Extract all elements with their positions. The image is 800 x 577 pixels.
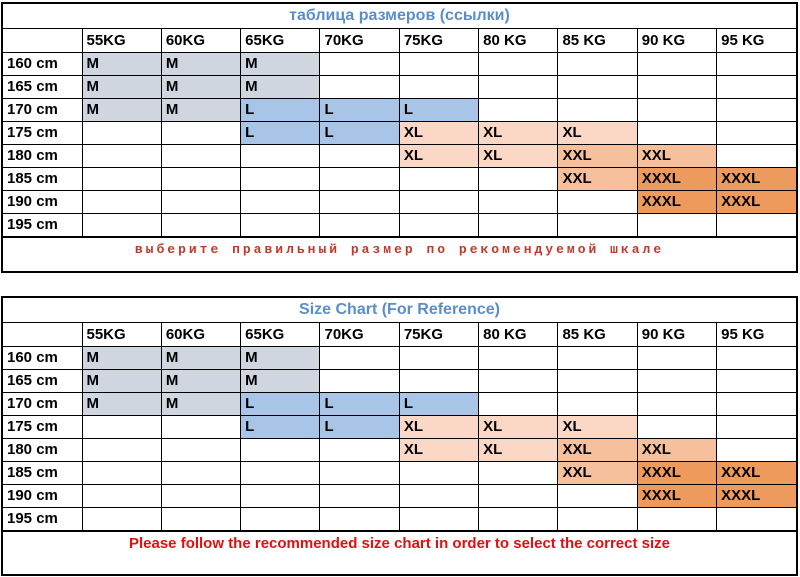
size-cell: L	[320, 98, 399, 121]
size-cell: XXL	[558, 438, 637, 461]
size-cell	[479, 98, 558, 121]
corner-cell	[3, 29, 82, 52]
size-cell	[558, 392, 637, 415]
size-cell: XL	[558, 415, 637, 438]
size-cell: XL	[479, 121, 558, 144]
size-cell: M	[241, 52, 320, 75]
size-cell	[479, 190, 558, 213]
size-cell: M	[241, 75, 320, 98]
table-row	[3, 52, 796, 75]
size-cell	[320, 167, 399, 190]
size-cell	[558, 190, 637, 213]
size-cell: L	[399, 392, 478, 415]
height-label: 180 cm	[3, 144, 82, 167]
height-label: 180 cm	[3, 438, 82, 461]
size-cell: XXL	[558, 167, 637, 190]
size-cell	[479, 75, 558, 98]
table-row	[3, 213, 796, 236]
size-cell: L	[320, 392, 399, 415]
size-cell	[479, 52, 558, 75]
weight-header: 85 KG	[558, 29, 637, 52]
size-cell	[717, 144, 796, 167]
size-cell	[241, 213, 320, 236]
weight-header: 75KG	[399, 29, 478, 52]
size-cell	[161, 144, 240, 167]
size-cell	[717, 392, 796, 415]
table-row	[3, 484, 796, 507]
size-cell: M	[82, 369, 161, 392]
size-cell	[717, 121, 796, 144]
size-cell	[558, 484, 637, 507]
size-cell	[241, 167, 320, 190]
size-cell	[717, 369, 796, 392]
weight-header-row	[3, 29, 796, 52]
size-cell	[558, 507, 637, 530]
size-cell	[717, 346, 796, 369]
height-label: 175 cm	[3, 121, 82, 144]
height-label: 165 cm	[3, 369, 82, 392]
height-label: 190 cm	[3, 484, 82, 507]
size-cell	[82, 484, 161, 507]
size-cell: XXXL	[717, 461, 796, 484]
weight-header: 55KG	[82, 29, 161, 52]
size-cell	[479, 369, 558, 392]
height-label: 170 cm	[3, 392, 82, 415]
size-cell: L	[241, 392, 320, 415]
size-cell	[717, 75, 796, 98]
size-cell: XXXL	[717, 167, 796, 190]
size-cell: XXL	[637, 438, 716, 461]
size-cell	[558, 369, 637, 392]
size-cell: M	[161, 52, 240, 75]
size-table	[3, 29, 796, 237]
chart-title: Size Chart (For Reference)	[3, 298, 796, 323]
size-cell	[161, 484, 240, 507]
size-cell: L	[399, 98, 478, 121]
table-row	[3, 167, 796, 190]
size-cell	[82, 507, 161, 530]
weight-header: 95 KG	[717, 29, 796, 52]
size-cell: XXL	[558, 144, 637, 167]
size-cell	[717, 507, 796, 530]
size-cell: M	[241, 369, 320, 392]
size-cell: M	[241, 346, 320, 369]
size-cell: M	[161, 98, 240, 121]
size-cell: XXXL	[637, 167, 716, 190]
size-cell	[637, 52, 716, 75]
size-cell: L	[320, 121, 399, 144]
size-cell: M	[82, 392, 161, 415]
size-cell: XXXL	[637, 461, 716, 484]
size-cell	[161, 213, 240, 236]
weight-header-row	[3, 323, 796, 346]
height-label: 185 cm	[3, 167, 82, 190]
size-cell	[320, 507, 399, 530]
size-cell: M	[82, 52, 161, 75]
size-cell: XXL	[637, 144, 716, 167]
size-cell	[558, 213, 637, 236]
size-cell	[320, 52, 399, 75]
height-label: 160 cm	[3, 346, 82, 369]
size-cell	[82, 438, 161, 461]
size-cell	[479, 392, 558, 415]
size-cell: M	[82, 346, 161, 369]
weight-header: 90 KG	[637, 323, 716, 346]
size-cell: XL	[479, 144, 558, 167]
height-label: 185 cm	[3, 461, 82, 484]
size-cell	[320, 75, 399, 98]
size-cell	[241, 190, 320, 213]
size-cell	[320, 484, 399, 507]
size-cell	[82, 461, 161, 484]
table-row	[3, 415, 796, 438]
size-cell	[637, 75, 716, 98]
size-cell	[399, 346, 478, 369]
size-cell: M	[161, 346, 240, 369]
size-cell: M	[161, 392, 240, 415]
height-label: 175 cm	[3, 415, 82, 438]
size-cell	[82, 190, 161, 213]
size-cell	[479, 461, 558, 484]
size-cell	[320, 144, 399, 167]
size-cell	[479, 346, 558, 369]
size-cell	[320, 369, 399, 392]
height-label: 170 cm	[3, 98, 82, 121]
size-cell	[479, 507, 558, 530]
size-cell	[399, 52, 478, 75]
size-cell	[82, 167, 161, 190]
size-cell	[717, 98, 796, 121]
size-cell	[558, 346, 637, 369]
height-label: 160 cm	[3, 52, 82, 75]
size-cell	[399, 213, 478, 236]
size-chart-russian	[1, 2, 798, 273]
size-cell: M	[82, 75, 161, 98]
size-cell	[241, 438, 320, 461]
weight-header: 65KG	[241, 29, 320, 52]
size-cell	[320, 461, 399, 484]
weight-header: 75KG	[399, 323, 478, 346]
size-cell: XL	[479, 415, 558, 438]
size-cell: XL	[399, 121, 478, 144]
size-cell	[241, 144, 320, 167]
size-cell: XXXL	[637, 484, 716, 507]
size-cell: L	[241, 98, 320, 121]
size-cell	[320, 213, 399, 236]
chart-footer-note: выберите правильный размер по рекомендуемой шкале	[3, 237, 796, 262]
size-cell	[399, 484, 478, 507]
size-cell	[637, 392, 716, 415]
size-cell	[637, 121, 716, 144]
size-cell	[717, 415, 796, 438]
size-cell	[320, 190, 399, 213]
size-cell	[241, 507, 320, 530]
weight-header: 95 KG	[717, 323, 796, 346]
table-row	[3, 75, 796, 98]
size-cell	[161, 121, 240, 144]
weight-header: 85 KG	[558, 323, 637, 346]
weight-header: 60KG	[161, 29, 240, 52]
chart-footer-note: Please follow the recommended size chart in order to select the correct size	[3, 531, 796, 556]
height-label: 165 cm	[3, 75, 82, 98]
size-cell	[637, 213, 716, 236]
size-cell	[399, 507, 478, 530]
size-cell	[558, 75, 637, 98]
size-cell	[320, 346, 399, 369]
weight-header: 70KG	[320, 29, 399, 52]
size-cell	[479, 167, 558, 190]
size-cell	[637, 507, 716, 530]
size-cell	[161, 167, 240, 190]
size-chart-english	[1, 296, 798, 576]
table-row	[3, 144, 796, 167]
size-cell	[82, 213, 161, 236]
table-row	[3, 346, 796, 369]
size-cell	[241, 484, 320, 507]
height-label: 190 cm	[3, 190, 82, 213]
size-cell: XL	[558, 121, 637, 144]
size-cell: M	[82, 98, 161, 121]
size-cell	[637, 415, 716, 438]
size-cell	[161, 415, 240, 438]
size-cell: XXL	[558, 461, 637, 484]
size-cell	[717, 438, 796, 461]
size-cell	[637, 98, 716, 121]
size-cell	[161, 461, 240, 484]
size-cell: XL	[399, 415, 478, 438]
size-cell	[82, 415, 161, 438]
size-cell	[479, 213, 558, 236]
size-cell	[82, 121, 161, 144]
size-cell	[717, 213, 796, 236]
weight-header: 90 KG	[637, 29, 716, 52]
weight-header: 60KG	[161, 323, 240, 346]
size-cell	[637, 369, 716, 392]
size-cell: L	[320, 415, 399, 438]
weight-header: 65KG	[241, 323, 320, 346]
size-cell	[637, 346, 716, 369]
chart-title: таблица размеров (ссылки)	[3, 4, 796, 29]
size-cell	[558, 98, 637, 121]
table-row	[3, 369, 796, 392]
size-cell	[399, 369, 478, 392]
weight-header: 80 KG	[479, 323, 558, 346]
size-cell: XL	[399, 144, 478, 167]
weight-header: 55KG	[82, 323, 161, 346]
size-cell	[320, 438, 399, 461]
size-cell: XL	[479, 438, 558, 461]
size-cell: XL	[399, 438, 478, 461]
size-cell: M	[161, 75, 240, 98]
size-cell	[717, 52, 796, 75]
height-label: 195 cm	[3, 507, 82, 530]
weight-header: 70KG	[320, 323, 399, 346]
table-row	[3, 121, 796, 144]
size-cell	[161, 438, 240, 461]
table-row	[3, 392, 796, 415]
size-cell: XXXL	[717, 190, 796, 213]
size-cell	[399, 167, 478, 190]
size-cell	[161, 190, 240, 213]
table-row	[3, 507, 796, 530]
corner-cell	[3, 323, 82, 346]
height-label: 195 cm	[3, 213, 82, 236]
size-cell	[479, 484, 558, 507]
size-cell	[399, 461, 478, 484]
table-row	[3, 438, 796, 461]
size-cell: XXXL	[717, 484, 796, 507]
size-cell	[161, 507, 240, 530]
size-cell: M	[161, 369, 240, 392]
size-cell	[399, 190, 478, 213]
table-row	[3, 190, 796, 213]
size-cell: L	[241, 415, 320, 438]
table-row	[3, 98, 796, 121]
size-cell: XXXL	[637, 190, 716, 213]
size-cell	[241, 461, 320, 484]
weight-header: 80 KG	[479, 29, 558, 52]
size-cell	[82, 144, 161, 167]
size-cell	[399, 75, 478, 98]
size-table	[3, 323, 796, 531]
table-row	[3, 461, 796, 484]
size-cell	[558, 52, 637, 75]
size-cell: L	[241, 121, 320, 144]
